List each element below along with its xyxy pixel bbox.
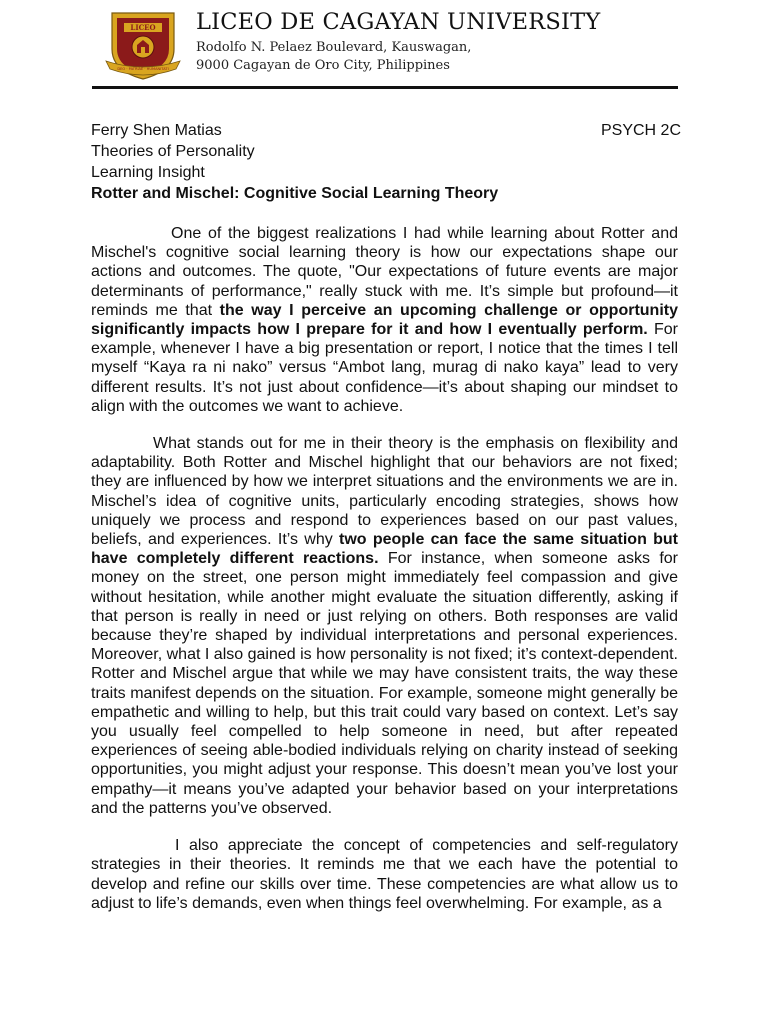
address-line-1: Rodolfo N. Pelaez Boulevard, Kauswagan, <box>196 40 472 55</box>
address-line-2: 9000 Cagayan de Oro City, Philippines <box>196 58 450 73</box>
paragraph-2: What stands out for me in their theory is the emphasis on flexibility and adaptability. Both Rotter and Mischel highlight that our behaviors are not fixed; they are influenced by how we interpret situations and the environments we are in. Mischel’s idea of cognitive units, particularly encoding strategies, shows how uniquely we process and respond to experiences based on our past values, beliefs, and experiences. It’s why two people can face the same situation but have completely different reactions. For instance, when someone asks for money on the street, one person might immediately feel compassion and give without hesitation, while another might evaluate the situation differently, asking if that person is really in need or just relying on others. Both responses are valid because they’re shaped by individual interpretations and personal experiences. Moreover, what I also gained is how personality is not fixed; it’s context-dependent. Rotter and Mischel argue that while we may have consistent traits, the way these traits manifest depends on the situation. For example, someone might generally be empathetic and willing to help, but this trait could vary based on context. Let’s say you usually feel compelled to help someone in need, but after repeated experiences of seeing able-bodied individuals relying on charity instead of seeking opportunities, you might adjust your response. This doesn’t mean you’ve lost your empathy—it means you’ve adapted your behavior based on your interpretations and the patterns you’ve observed. <box>91 435 678 817</box>
emphasis-text: the way I perceive an upcoming challenge or opportunity significantly impacts how I prepare for it and how I eventually perform. <box>91 301 679 339</box>
university-seal-logo <box>104 9 182 81</box>
subject-name: Theories of Personality <box>91 143 255 160</box>
letterhead <box>0 0 768 100</box>
author-name: Ferry Shen Matias <box>91 122 222 139</box>
svg-text:DEO · PATRIAE · HUMANITATI: DEO · PATRIAE · HUMANITATI <box>117 67 169 71</box>
course-code: PSYCH 2C <box>600 122 681 139</box>
document-title: Rotter and Mischel: Cognitive Social Learning Theory <box>91 185 499 202</box>
emphasis-text: two people can face the same situation but have completely different reactions. <box>91 531 678 568</box>
header-divider <box>92 86 678 89</box>
university-name: LICEO DE CAGAYAN UNIVERSITY <box>196 9 601 35</box>
paragraph-3: I also appreciate the concept of competencies and self-regulatory strategies in their theories. It reminds me that we each have the potential to develop and refine our skills over time. These competencies are what allow us to adjust to life’s demands, even when things feel overwhelming. For example, as a <box>91 837 678 912</box>
document-meta <box>91 120 681 204</box>
svg-text:LICEO: LICEO <box>130 23 156 32</box>
document-type: Learning Insight <box>91 164 205 181</box>
paragraph-1: One of the biggest realizations I had while learning about Rotter and Mischel's cognitive social learning theory is how our expectations shape our actions and outcomes. The quote, "Our expectations of future events are major determinants of performance," really stuck with me. It’s simple but profound—it reminds me that the way I perceive an upcoming challenge or opportunity significantly impacts how I prepare for it and how I eventually perform. For example, whenever I have a big presentation or report, I notice that the times I tell myself “Kaya ra ni nako” versus “Ambot lang, murag di nako kaya” lead to very different results. It’s not just about confidence—it’s about shaping our mindset to align with the outcomes we want to achieve. <box>91 225 679 415</box>
essay-body <box>91 224 678 931</box>
